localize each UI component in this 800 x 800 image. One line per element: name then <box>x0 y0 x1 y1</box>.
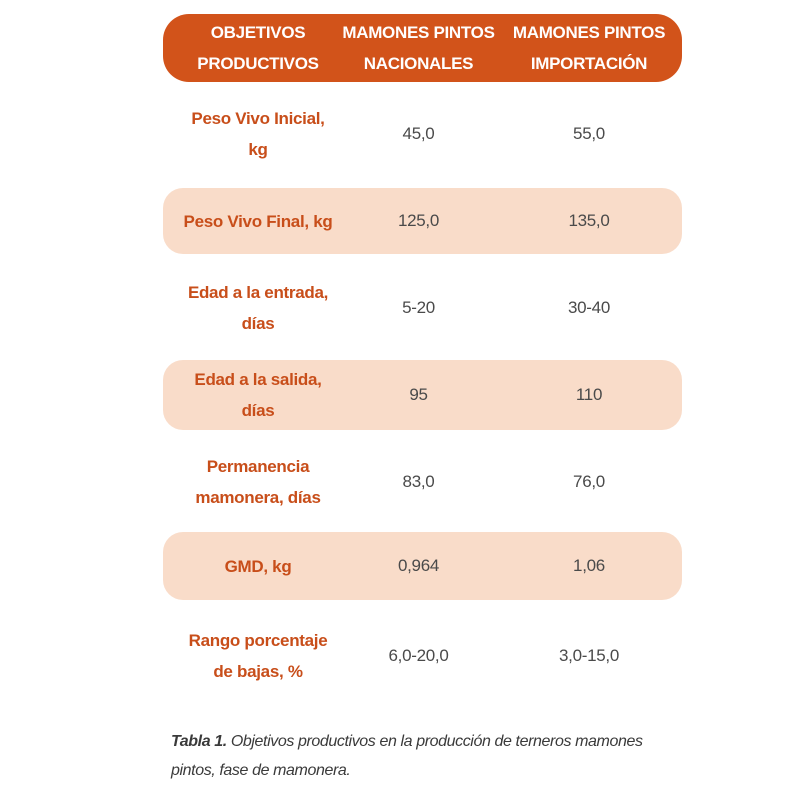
table-row <box>163 620 682 692</box>
value-nacionales: 0,964 <box>397 556 440 575</box>
row-label: Edad a la entrada, días <box>187 283 329 333</box>
table-caption <box>171 727 671 785</box>
table-row <box>163 532 682 600</box>
row-label: Permanencia mamonera, días <box>195 457 321 507</box>
header-nacionales: MAMONES PINTOS NACIONALES <box>342 23 495 73</box>
caption-text: Objetivos productivos en la producción de terneros mamones pintos, fase de mamonera. <box>171 733 643 779</box>
value-nacionales: 5-20 <box>402 298 435 317</box>
value-nacionales: 45,0 <box>402 124 435 143</box>
row-label: Peso Vivo Inicial, kg <box>191 109 325 159</box>
header-importacion: MAMONES PINTOS IMPORTACIÓN <box>512 23 666 73</box>
value-nacionales: 6,0-20,0 <box>388 646 449 665</box>
value-importacion: 76,0 <box>573 472 605 491</box>
value-importacion: 110 <box>575 385 603 404</box>
header-objetivos: OBJETIVOS PRODUCTIVOS <box>197 23 319 73</box>
table-row <box>163 360 682 430</box>
row-label: Peso Vivo Final, kg <box>183 211 333 231</box>
caption-lead: Tabla 1. <box>171 733 227 750</box>
table-row <box>163 98 682 170</box>
value-importacion: 3,0-15,0 <box>559 646 619 665</box>
table-row <box>163 188 682 254</box>
row-label: GMD, kg <box>224 556 292 576</box>
value-nacionales: 83,0 <box>402 472 435 491</box>
value-nacionales: 95 <box>409 385 428 404</box>
table-row <box>163 446 682 518</box>
table-header <box>163 14 682 82</box>
value-nacionales: 125,0 <box>397 211 440 230</box>
value-importacion: 135,0 <box>568 211 610 230</box>
row-label: Rango porcentaje de bajas, % <box>188 631 328 681</box>
table-row <box>163 272 682 344</box>
value-importacion: 30-40 <box>568 298 610 317</box>
value-importacion: 1,06 <box>573 556 605 575</box>
row-label: Edad a la salida, días <box>194 370 322 420</box>
value-importacion: 55,0 <box>573 124 605 143</box>
